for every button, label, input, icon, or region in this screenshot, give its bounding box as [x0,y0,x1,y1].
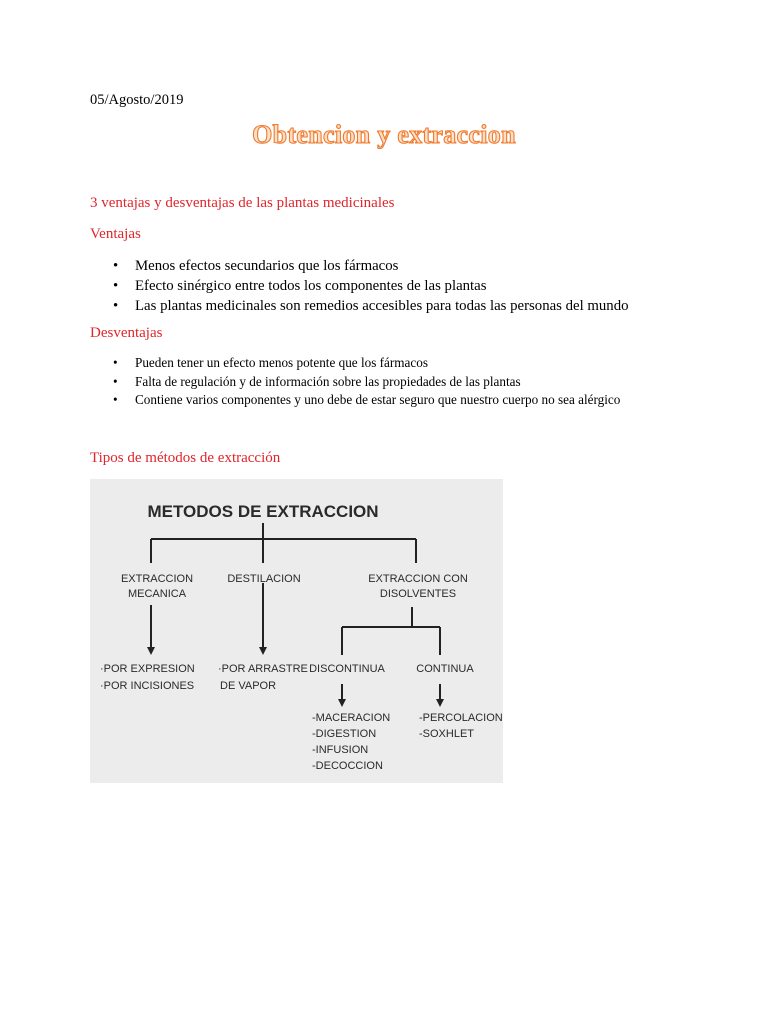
list-item: • Efecto sinérgico entre todos los componentes de las plantas [90,276,629,296]
extraction-methods-diagram [90,479,503,783]
discontinua-item: -DIGESTION [312,728,377,740]
desventajas-list [90,354,620,410]
tipos-heading: Tipos de métodos de extracción [90,450,281,466]
page-title: Obtencion y extraccion [252,120,516,149]
ventajas-label: Ventajas [90,226,141,242]
node-disolventes-line1: EXTRACCION CON [368,573,468,585]
list-item: • Contiene varios componentes y uno debe de estar seguro que nuestro cuerpo no sea alérgico [90,391,620,410]
node-destilacion: DESTILACION [227,573,301,585]
discontinua-item: -DECOCCION [312,760,383,772]
discontinua-item: -INFUSION [312,744,369,756]
list-item: • Las plantas medicinales son remedios accesibles para todas las personas del mundo [90,296,629,316]
list-item: • Pueden tener un efecto menos potente que los fármacos [90,354,620,373]
node-mecanica-line1: EXTRACCION [120,573,194,585]
discontinua-item: -MACERACION [312,712,391,724]
arrowhead [259,647,267,655]
mecanica-item: ·POR INCISIONES [100,680,195,692]
continua-item: -PERCOLACION [419,712,503,724]
list-item: • Menos efectos secundarios que los fármacos [90,256,629,276]
node-continua: CONTINUA [416,663,474,675]
arrowhead [436,699,444,707]
section-heading: 3 ventajas y desventajas de las plantas medicinales [90,195,395,211]
node-discontinua: DISCONTINUA [309,663,385,675]
arrowhead [338,699,346,707]
ventajas-list [90,256,629,316]
node-mecanica-line2: MECANICA [127,588,187,600]
arrowhead [147,647,155,655]
node-disolventes-line2: DISOLVENTES [379,588,457,600]
desventajas-label: Desventajas [90,325,163,341]
mecanica-item: ·POR EXPRESION [100,663,195,675]
diagram-arrowheads [147,647,444,707]
destilacion-item: DE VAPOR [220,680,277,692]
destilacion-item: ·POR ARRASTRE [218,663,308,675]
document-date: 05/Agosto/2019 [90,92,184,108]
list-item: • Falta de regulación y de información sobre las propiedades de las plantas [90,373,620,392]
diagram-root-label: METODOS DE EXTRACCION [147,502,379,521]
continua-item: -SOXHLET [419,728,475,740]
diagram-svg [90,479,503,783]
